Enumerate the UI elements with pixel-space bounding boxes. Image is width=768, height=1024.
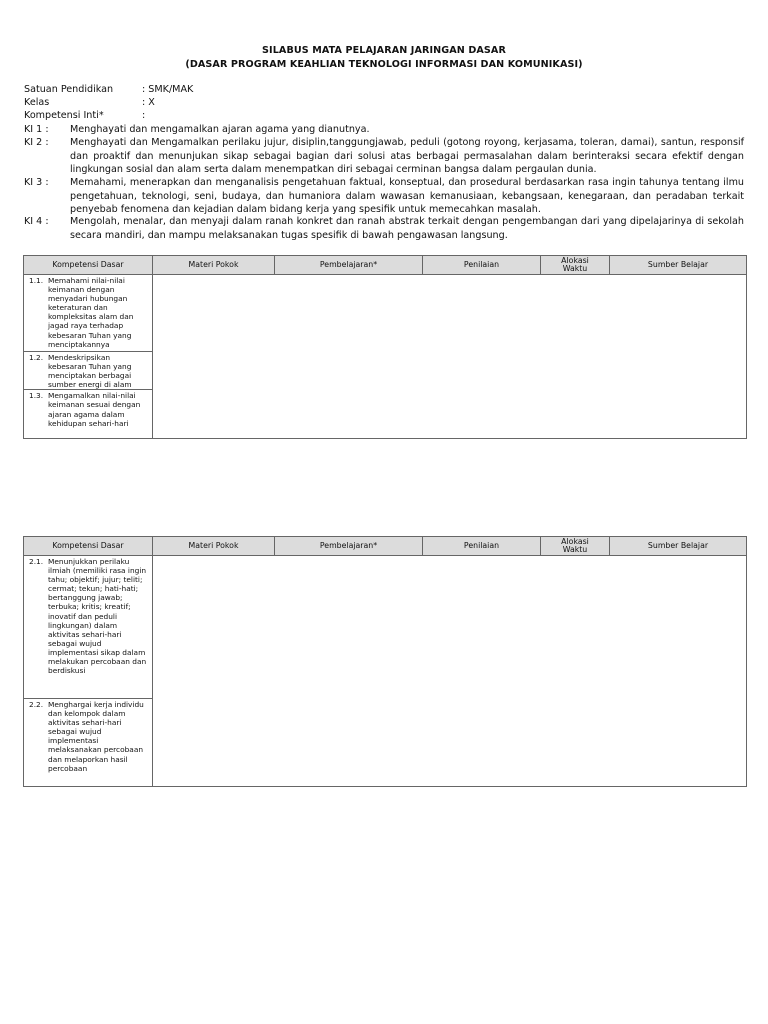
header-materi-pokok: Materi Pokok — [153, 537, 275, 556]
header-penilaian: Penilaian — [423, 256, 541, 275]
header-alokasi-waktu — [541, 256, 610, 275]
kd-cell — [24, 352, 153, 390]
kd-cell — [24, 699, 153, 787]
table-row — [24, 556, 747, 699]
kompetensi-inti-label: Kompetensi Inti* — [24, 110, 104, 121]
satuan-pendidikan-label: Satuan Pendidikan — [24, 84, 114, 95]
header-alokasi-waktu — [541, 537, 610, 556]
ki-4-code: KI 4 : — [24, 216, 49, 227]
ki-2-text: Menghayati dan Mengamalkan perilaku jujur, disiplin,tanggungjawab, peduli (gotong royong, kerjasama, toleran, damai), santun, responsif dan proaktif dan menunjukan sikap sebagai bagian dari solusi atas berbagai permasalahan dalam berinteraksi secara efektif dengan lingkungan sosial dan alam serta dalam menempatkan diri sebagai cerminan bangsa dalam pergaulan dunia. — [70, 137, 744, 176]
kd-cell — [24, 556, 153, 699]
silabus-table-2 — [23, 536, 747, 787]
kd-cell — [24, 390, 153, 439]
document-title: SILABUS MATA PELAJARAN JARINGAN DASAR — [262, 45, 506, 56]
silabus-table-1 — [23, 255, 747, 439]
content-area — [153, 556, 747, 787]
kelas-value: : X — [142, 97, 155, 108]
header-alokasi-line1: Alokasi — [561, 537, 589, 546]
kd-text: Memahami nilai-nilai keimanan dengan menyadari hubungan keteraturan dan kompleksitas alam dan jagad raya terhadap kebesaran Tuhan yang menciptakannya — [48, 276, 134, 349]
header-alokasi-line2: Waktu — [562, 264, 588, 273]
kd-text: Mengamalkan nilai-nilai keimanan sesuai dengan ajaran agama dalam kehidupan sehari-hari — [48, 391, 141, 428]
header-sumber-belajar: Sumber Belajar — [610, 537, 747, 556]
ki-2-code: KI 2 : — [24, 137, 49, 148]
ki-1 — [24, 123, 744, 137]
kd-number: 2.1. — [29, 557, 44, 566]
ki-4 — [24, 215, 744, 242]
header-pembelajaran: Pembelajaran* — [275, 537, 423, 556]
satuan-pendidikan-value: : SMK/MAK — [142, 84, 194, 95]
kd-number: 1.1. — [29, 276, 44, 285]
header-pembelajaran: Pembelajaran* — [275, 256, 423, 275]
header-kompetensi-dasar: Kompetensi Dasar — [24, 537, 153, 556]
header-alokasi-line1: Alokasi — [561, 256, 589, 265]
satuan-pendidikan-row — [24, 84, 193, 96]
header-materi-pokok: Materi Pokok — [153, 256, 275, 275]
ki-3 — [24, 176, 744, 217]
kd-number: 1.2. — [29, 353, 44, 362]
kelas-label: Kelas — [24, 97, 50, 108]
ki-1-code: KI 1 : — [24, 124, 49, 135]
header-penilaian: Penilaian — [423, 537, 541, 556]
kd-cell — [24, 275, 153, 352]
header-sumber-belajar: Sumber Belajar — [610, 256, 747, 275]
ki-3-text: Memahami, menerapkan dan menganalisis pengetahuan faktual, konseptual, dan prosedural berdasarkan rasa ingin tahunya tentang ilmu pengetahuan, teknologi, seni, budaya, dan humaniora dalam wawasan kemanusiaan, kebangsaan, kenegaraan, dan peradaban terkait penyebab fenomena dan kejadian dalam bidang kerja yang spesifik untuk memecahkan masalah. — [70, 177, 744, 216]
document-subtitle: (DASAR PROGRAM KEAHLIAN TEKNOLOGI INFORMASI DAN KOMUNIKASI) — [185, 59, 583, 70]
kompetensi-inti-value: : — [142, 110, 146, 121]
kompetensi-inti-row — [24, 110, 145, 122]
kelas-row — [24, 97, 155, 109]
table-header-row — [24, 537, 747, 556]
header-kompetensi-dasar: Kompetensi Dasar — [24, 256, 153, 275]
ki-3-code: KI 3 : — [24, 177, 49, 188]
content-area — [153, 275, 747, 439]
header-alokasi-line2: Waktu — [562, 545, 588, 554]
ki-4-text: Mengolah, menalar, dan menyaji dalam ranah konkret dan ranah abstrak terkait dengan pengembangan dari yang dipelajarinya di sekolah secara mandiri, dan mampu melaksanakan tugas spesifik di bawah pengawasan langsung. — [70, 216, 744, 241]
table-header-row — [24, 256, 747, 275]
kd-text: Menghargai kerja individu dan kelompok dalam aktivitas sehari-hari sebagai wujud implementasi melaksanakan percobaan dan melaporkan hasil percobaan — [48, 700, 144, 773]
ki-1-text: Menghayati dan mengamalkan ajaran agama yang dianutnya. — [70, 124, 370, 135]
ki-2 — [24, 136, 744, 177]
kd-number: 2.2. — [29, 700, 44, 709]
kd-text: Mendeskripsikan kebesaran Tuhan yang menciptakan berbagai sumber energi di alam — [48, 353, 132, 390]
kd-number: 1.3. — [29, 391, 44, 401]
table-row — [24, 275, 747, 352]
kd-text: Menunjukkan perilaku ilmiah (memiliki rasa ingin tahu; objektif; jujur; teliti; cermat; tekun; hati-hati; bertanggung jawab; terbuka; kritis; kreatif; inovatif dan peduli lingkungan) dalam aktivitas sehari-hari sebagai wujud implementasi sikap dalam melakukan percobaan dan berdiskusi — [48, 557, 147, 676]
